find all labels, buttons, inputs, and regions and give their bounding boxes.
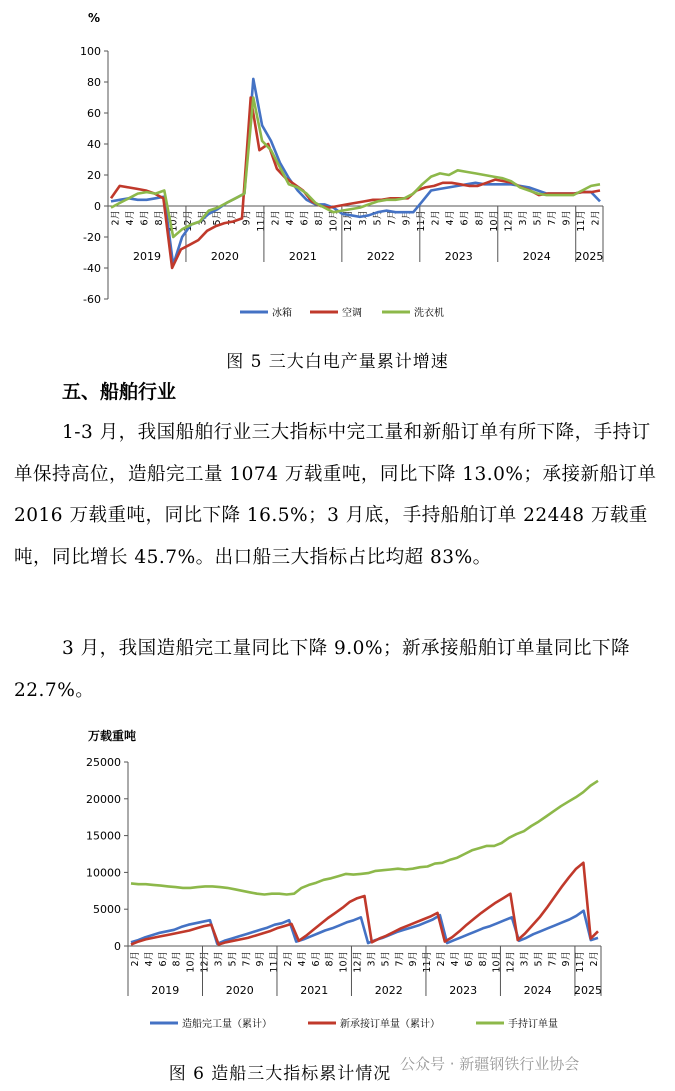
x-month-label: 12月 — [199, 951, 211, 973]
y-tick-label: 60 — [87, 107, 101, 120]
x-month-label: 6月 — [157, 951, 169, 967]
series-line-2 — [111, 98, 600, 269]
x-month-label: 4月 — [296, 951, 308, 967]
x-month-label: 11月 — [255, 210, 267, 232]
y-tick-label: 0 — [94, 200, 101, 213]
x-month-label: 5月 — [372, 210, 384, 226]
y-tick-label: 25000 — [86, 756, 121, 769]
y-tick-label: 15000 — [86, 829, 121, 843]
chart-white-goods-growth — [0, 0, 675, 345]
x-month-label: 11月 — [576, 210, 588, 232]
x-month-label: 7月 — [386, 210, 398, 226]
section-heading: 五、船舶行业 — [62, 381, 177, 403]
figure-5-caption: 图 5 三大白电产量累计增速 — [226, 352, 449, 372]
unit-label: % — [88, 11, 101, 25]
y-tick-label: 80 — [87, 76, 101, 89]
x-year-label: 2021 — [288, 250, 317, 263]
x-month-label: 5月 — [532, 210, 544, 226]
legend-label: 手持订单量 — [508, 1019, 558, 1030]
x-month-label: 5月 — [227, 951, 239, 967]
x-month-label: 10月 — [491, 951, 503, 973]
x-year-label: 2019 — [132, 250, 161, 263]
x-month-label: 8月 — [477, 951, 489, 967]
x-year-label: 2025 — [575, 250, 604, 263]
x-month-label: 9月 — [401, 210, 413, 226]
x-month-label: 2月 — [430, 210, 442, 226]
x-month-label: 4月 — [284, 210, 296, 226]
x-month-label: 9月 — [561, 210, 573, 226]
legend-label: 空调 — [342, 308, 362, 319]
x-month-label: 6月 — [310, 951, 322, 967]
x-month-label: 10月 — [168, 210, 180, 232]
y-tick-label: -60 — [83, 293, 101, 306]
x-month-label: 8月 — [171, 951, 183, 967]
x-year-label: 2023 — [444, 250, 473, 263]
x-month-label: 4月 — [143, 951, 155, 967]
x-month-label: 3月 — [517, 210, 529, 226]
x-year-label: 2019 — [151, 984, 180, 997]
paragraph-1: 1-3 月，我国船舶行业三大指标中完工量和新船订单有所下降，手持订单保持高位，造船完工量 1074 万载重吨，同比下降 13.0%；承接新船订单 2016 万载重吨，同比下降 16.5%；3 月底，手持船舶订单 22448 万载重吨，同比增长 45.7%。出口船三大指标占比均超 83%。 — [14, 422, 657, 568]
y-tick-label: -20 — [83, 231, 101, 244]
y-tick-label: 20 — [87, 169, 101, 182]
x-month-label: 3月 — [197, 210, 209, 226]
x-month-label: 5月 — [533, 951, 545, 967]
x-year-label: 2022 — [374, 984, 403, 997]
x-year-label: 2024 — [522, 250, 551, 263]
x-year-label: 2024 — [523, 984, 552, 997]
x-month-label: 4月 — [124, 210, 136, 226]
x-month-label: 4月 — [445, 210, 457, 226]
x-month-label: 2月 — [270, 210, 282, 226]
x-month-label: 2月 — [436, 951, 448, 967]
x-month-label: 5月 — [380, 951, 392, 967]
x-month-label: 11月 — [575, 951, 587, 973]
x-month-label: 12月 — [343, 210, 355, 232]
y-tick-label: 40 — [87, 138, 101, 151]
x-month-label: 8月 — [324, 951, 336, 967]
x-month-label: 3月 — [213, 951, 225, 967]
x-month-label: 10月 — [488, 210, 500, 232]
y-tick-label: 100 — [80, 45, 101, 58]
x-month-label: 7月 — [226, 210, 238, 226]
x-month-label: 12月 — [183, 210, 195, 232]
chart-shipbuilding-indicators — [0, 720, 675, 1050]
x-month-label: 3月 — [519, 951, 531, 967]
x-month-label: 7月 — [547, 210, 559, 226]
legend-label: 洗衣机 — [414, 308, 444, 319]
x-month-label: 2月 — [129, 951, 141, 967]
x-month-label: 6月 — [299, 210, 311, 226]
paragraph-2: 3 月，我国造船完工量同比下降 9.0%；新承接船舶订单量同比下降 22.7%。 — [14, 638, 631, 701]
y-tick-label: -40 — [83, 262, 101, 275]
series-line-1 — [111, 79, 600, 265]
x-month-label: 12月 — [503, 210, 515, 232]
x-month-label: 3月 — [357, 210, 369, 226]
x-month-label: 7月 — [394, 951, 406, 967]
x-month-label: 2月 — [590, 210, 602, 226]
x-month-label: 12月 — [352, 951, 364, 973]
x-month-label: 12月 — [505, 951, 517, 973]
x-month-label: 8月 — [153, 210, 165, 226]
x-month-label: 7月 — [241, 951, 253, 967]
legend-label: 新承接订单量（累计） — [340, 1019, 440, 1030]
x-month-label: 2月 — [110, 210, 122, 226]
x-month-label: 9月 — [561, 951, 573, 967]
x-month-label: 4月 — [449, 951, 461, 967]
x-month-label: 10月 — [328, 210, 340, 232]
x-year-label: 2020 — [210, 250, 239, 263]
x-year-label: 2021 — [300, 984, 329, 997]
x-month-label: 11月 — [269, 951, 281, 973]
x-year-label: 2023 — [449, 984, 478, 997]
x-month-label: 6月 — [463, 951, 475, 967]
x-month-label: 9月 — [241, 210, 253, 226]
x-month-label: 6月 — [139, 210, 151, 226]
x-month-label: 2月 — [282, 951, 294, 967]
y-tick-label: 10000 — [86, 866, 121, 880]
x-month-label: 10月 — [338, 951, 350, 973]
x-month-label: 6月 — [459, 210, 471, 226]
x-month-label: 11月 — [422, 951, 434, 973]
y-tick-label: 0 — [114, 940, 121, 953]
unit-label: 万载重吨 — [88, 729, 137, 743]
x-year-label: 2022 — [366, 250, 395, 263]
x-month-label: 8月 — [474, 210, 486, 226]
figure-6-caption: 图 6 造船三大指标累计情况 — [168, 1064, 392, 1084]
x-year-label: 2020 — [225, 984, 254, 997]
x-month-label: 11月 — [416, 210, 428, 232]
x-month-label: 7月 — [547, 951, 559, 967]
watermark: 公众号 · 新疆钢铁行业协会 — [400, 1055, 580, 1073]
x-year-label: 2025 — [573, 984, 602, 997]
series-line-3 — [131, 781, 598, 895]
x-month-label: 5月 — [212, 210, 224, 226]
x-month-label: 9月 — [408, 951, 420, 967]
x-month-label: 9月 — [255, 951, 267, 967]
x-month-label: 8月 — [314, 210, 326, 226]
x-month-label: 3月 — [366, 951, 378, 967]
x-month-label: 10月 — [185, 951, 197, 973]
x-month-label: 2月 — [589, 951, 601, 967]
legend-label: 冰箱 — [272, 308, 292, 319]
y-tick-label: 5000 — [93, 903, 121, 917]
y-tick-label: 20000 — [86, 792, 121, 806]
legend-label: 造船完工量（累计） — [182, 1019, 272, 1030]
